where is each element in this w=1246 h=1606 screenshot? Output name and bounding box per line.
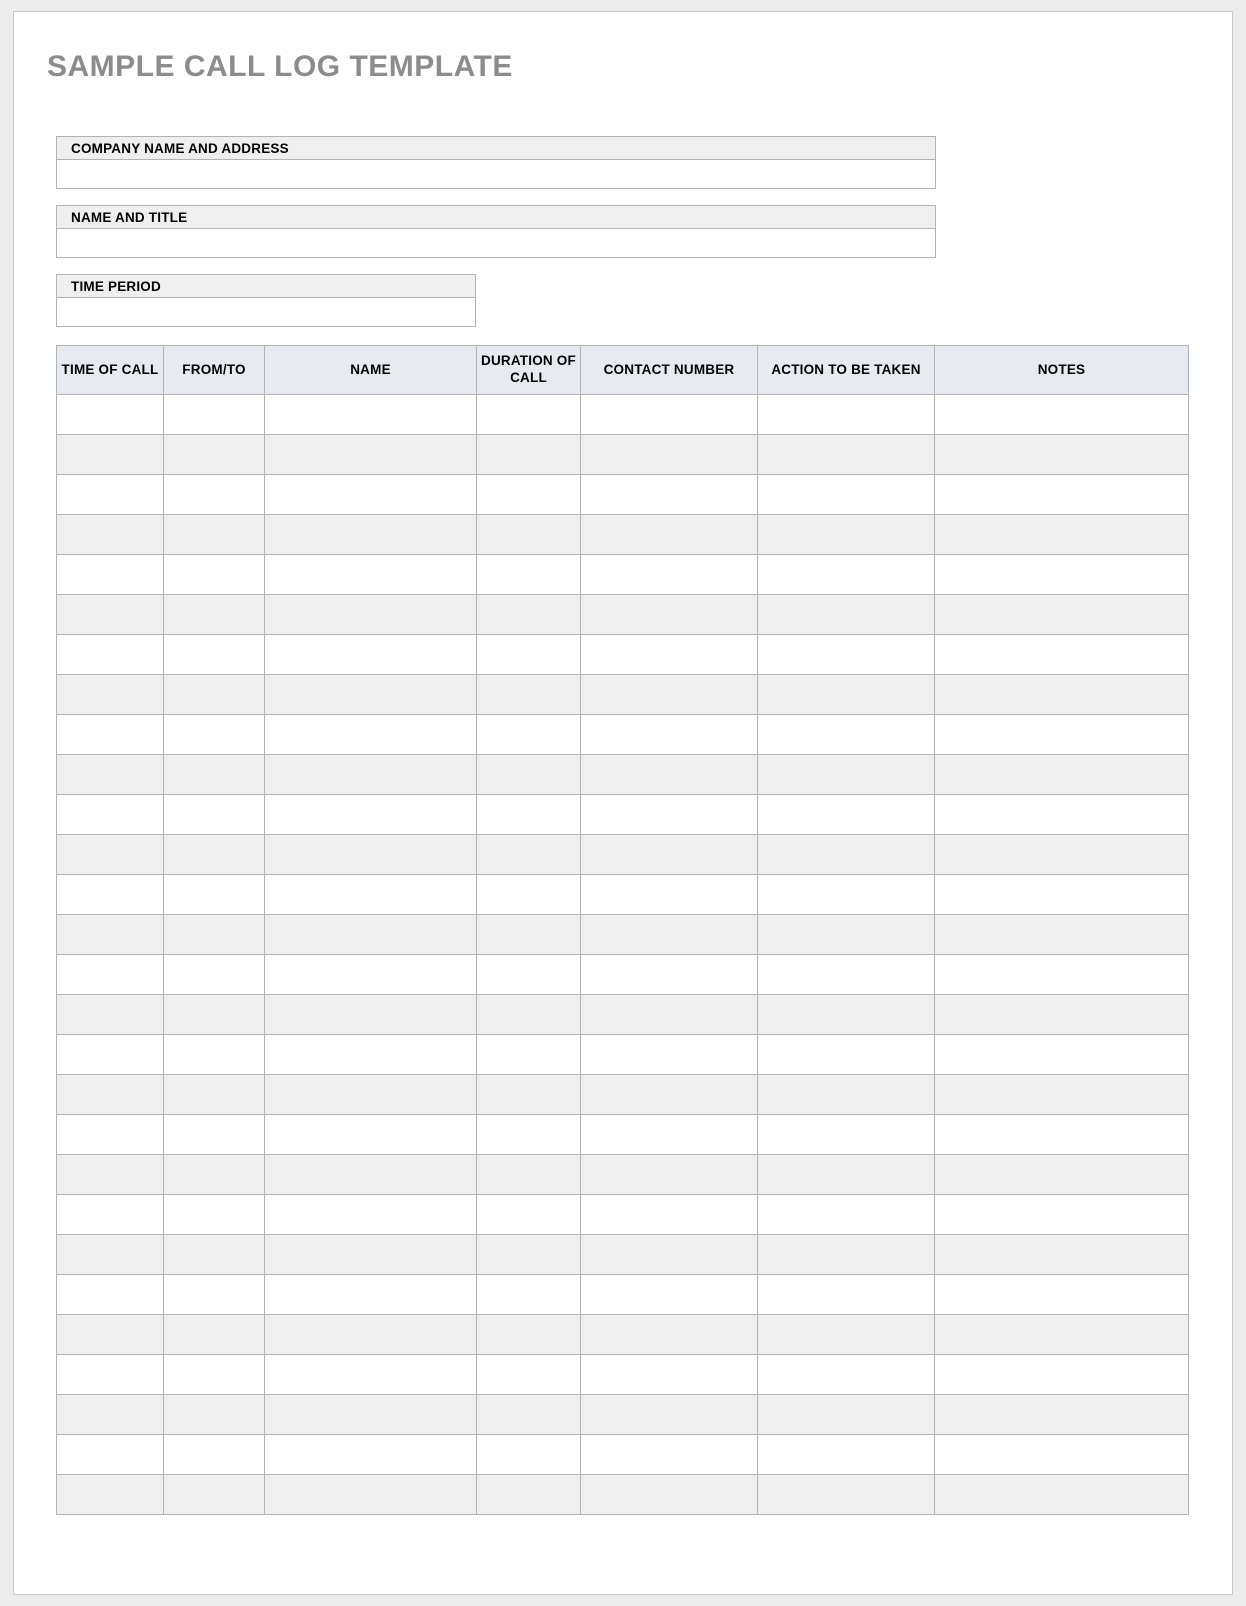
table-cell[interactable]: [477, 1235, 581, 1275]
table-row: [57, 515, 1189, 555]
table-cell[interactable]: [57, 675, 164, 715]
column-header-action-to-be-taken: ACTION TO BE TAKEN: [758, 346, 935, 395]
table-row: [57, 715, 1189, 755]
table-cell[interactable]: [57, 395, 164, 435]
table-cell[interactable]: [935, 555, 1189, 595]
table-cell[interactable]: [164, 875, 265, 915]
table-cell[interactable]: [935, 1035, 1189, 1075]
field-name-and-title: [56, 205, 936, 258]
table-cell[interactable]: [265, 1315, 477, 1355]
table-cell[interactable]: [477, 755, 581, 795]
table-cell[interactable]: [265, 1275, 477, 1315]
call-log-table: [56, 345, 1189, 1515]
table-cell[interactable]: [164, 955, 265, 995]
table-cell[interactable]: [477, 1195, 581, 1235]
table-cell[interactable]: [477, 1435, 581, 1475]
table-cell[interactable]: [935, 1355, 1189, 1395]
table-cell[interactable]: [581, 915, 758, 955]
table-cell[interactable]: [935, 435, 1189, 475]
table-cell[interactable]: [164, 715, 265, 755]
table-cell[interactable]: [935, 755, 1189, 795]
table-cell[interactable]: [935, 1115, 1189, 1155]
table-cell[interactable]: [935, 955, 1189, 995]
table-cell[interactable]: [477, 1275, 581, 1315]
table-cell[interactable]: [935, 1275, 1189, 1315]
table-row: [57, 955, 1189, 995]
table-cell[interactable]: [581, 1235, 758, 1275]
table-cell[interactable]: [935, 1435, 1189, 1475]
table-cell[interactable]: [935, 1195, 1189, 1235]
table-cell[interactable]: [164, 555, 265, 595]
table-cell[interactable]: [477, 395, 581, 435]
table-cell[interactable]: [758, 475, 935, 515]
table-row: [57, 995, 1189, 1035]
table-cell[interactable]: [581, 995, 758, 1035]
table-cell[interactable]: [57, 435, 164, 475]
table-row: [57, 1115, 1189, 1155]
table-cell[interactable]: [164, 395, 265, 435]
table-cell[interactable]: [581, 515, 758, 555]
table-cell[interactable]: [758, 1235, 935, 1275]
table-row: [57, 1035, 1189, 1075]
table-row: [57, 755, 1189, 795]
table-cell[interactable]: [758, 395, 935, 435]
table-cell[interactable]: [477, 795, 581, 835]
table-cell[interactable]: [265, 1035, 477, 1075]
column-header-contact-number: CONTACT NUMBER: [581, 346, 758, 395]
table-cell[interactable]: [581, 1395, 758, 1435]
table-cell[interactable]: [935, 875, 1189, 915]
table-cell[interactable]: [164, 835, 265, 875]
column-header-name: NAME: [265, 346, 477, 395]
table-cell[interactable]: [57, 1315, 164, 1355]
table-cell[interactable]: [581, 795, 758, 835]
table-cell[interactable]: [581, 1355, 758, 1395]
table-cell[interactable]: [477, 1035, 581, 1075]
table-cell[interactable]: [581, 635, 758, 675]
table-row: [57, 875, 1189, 915]
table-cell[interactable]: [477, 1355, 581, 1395]
table-cell[interactable]: [477, 715, 581, 755]
table-cell[interactable]: [265, 795, 477, 835]
table-cell[interactable]: [935, 675, 1189, 715]
table-cell[interactable]: [581, 1195, 758, 1235]
table-cell[interactable]: [477, 955, 581, 995]
column-header-duration-of-call: DURATION OF CALL: [477, 346, 581, 395]
table-cell[interactable]: [935, 595, 1189, 635]
table-cell[interactable]: [477, 1115, 581, 1155]
table-row: [57, 795, 1189, 835]
table-cell[interactable]: [57, 875, 164, 915]
table-cell[interactable]: [57, 1475, 164, 1515]
table-cell[interactable]: [935, 1475, 1189, 1515]
table-cell[interactable]: [164, 1075, 265, 1115]
table-cell[interactable]: [758, 1355, 935, 1395]
table-cell[interactable]: [935, 1395, 1189, 1435]
table-cell[interactable]: [477, 1315, 581, 1355]
table-cell[interactable]: [758, 515, 935, 555]
table-cell[interactable]: [935, 995, 1189, 1035]
table-row: [57, 555, 1189, 595]
table-cell[interactable]: [935, 835, 1189, 875]
table-cell[interactable]: [935, 1075, 1189, 1115]
table-cell[interactable]: [758, 835, 935, 875]
table-cell[interactable]: [265, 955, 477, 995]
table-cell[interactable]: [758, 715, 935, 755]
table-cell[interactable]: [265, 595, 477, 635]
table-cell[interactable]: [57, 555, 164, 595]
table-cell[interactable]: [164, 1235, 265, 1275]
field-company-name-and-address: [56, 136, 936, 189]
table-cell[interactable]: [164, 1355, 265, 1395]
table-cell[interactable]: [581, 595, 758, 635]
table-cell[interactable]: [164, 1475, 265, 1515]
table-row: [57, 1155, 1189, 1195]
table-cell[interactable]: [477, 1475, 581, 1515]
table-cell[interactable]: [265, 1195, 477, 1235]
table-row: [57, 1275, 1189, 1315]
table-cell[interactable]: [57, 1195, 164, 1235]
call-log-table-header: [57, 346, 1189, 395]
table-cell[interactable]: [164, 1195, 265, 1235]
table-cell[interactable]: [758, 1155, 935, 1195]
field-time-period-input[interactable]: [56, 298, 476, 327]
table-cell[interactable]: [758, 1075, 935, 1115]
table-cell[interactable]: [758, 795, 935, 835]
table-cell[interactable]: [57, 795, 164, 835]
table-cell[interactable]: [758, 435, 935, 475]
table-row: [57, 1475, 1189, 1515]
table-cell[interactable]: [265, 1395, 477, 1435]
column-header-notes: NOTES: [935, 346, 1189, 395]
table-cell[interactable]: [265, 1155, 477, 1195]
table-row: [57, 1315, 1189, 1355]
field-company-name-and-address-label: COMPANY NAME AND ADDRESS: [56, 136, 936, 160]
field-name-and-title-label: NAME AND TITLE: [56, 205, 936, 229]
page-title: SAMPLE CALL LOG TEMPLATE: [47, 50, 513, 83]
table-cell[interactable]: [265, 435, 477, 475]
table-cell[interactable]: [164, 1035, 265, 1075]
table-cell[interactable]: [164, 1155, 265, 1195]
table-cell[interactable]: [164, 1395, 265, 1435]
table-cell[interactable]: [581, 835, 758, 875]
table-cell[interactable]: [477, 995, 581, 1035]
table-cell[interactable]: [265, 1475, 477, 1515]
table-row: [57, 395, 1189, 435]
table-row: [57, 1195, 1189, 1235]
table-cell[interactable]: [477, 475, 581, 515]
table-cell[interactable]: [581, 1035, 758, 1075]
table-cell[interactable]: [935, 1315, 1189, 1355]
table-cell[interactable]: [57, 595, 164, 635]
table-cell[interactable]: [265, 395, 477, 435]
table-cell[interactable]: [935, 1155, 1189, 1195]
table-cell[interactable]: [265, 1435, 477, 1475]
table-cell[interactable]: [265, 755, 477, 795]
table-cell[interactable]: [935, 1235, 1189, 1275]
call-log-table-body: [57, 395, 1189, 1515]
table-row: [57, 435, 1189, 475]
table-row: [57, 635, 1189, 675]
table-cell[interactable]: [477, 915, 581, 955]
table-cell[interactable]: [581, 555, 758, 595]
field-time-period: [56, 274, 476, 327]
table-row: [57, 1355, 1189, 1395]
table-row: [57, 915, 1189, 955]
table-cell[interactable]: [164, 1435, 265, 1475]
table-cell[interactable]: [581, 1275, 758, 1315]
table-cell[interactable]: [581, 1115, 758, 1155]
table-row: [57, 595, 1189, 635]
table-cell[interactable]: [57, 835, 164, 875]
field-name-and-title-input[interactable]: [56, 229, 936, 258]
table-cell[interactable]: [164, 675, 265, 715]
column-header-from-to: FROM/TO: [164, 346, 265, 395]
table-cell[interactable]: [758, 555, 935, 595]
table-cell[interactable]: [935, 795, 1189, 835]
table-cell[interactable]: [581, 1075, 758, 1115]
table-cell[interactable]: [57, 1115, 164, 1155]
table-cell[interactable]: [57, 1435, 164, 1475]
table-cell[interactable]: [57, 955, 164, 995]
table-row: [57, 1075, 1189, 1115]
table-cell[interactable]: [477, 635, 581, 675]
table-cell[interactable]: [477, 515, 581, 555]
table-cell[interactable]: [581, 1155, 758, 1195]
table-cell[interactable]: [477, 595, 581, 635]
table-cell[interactable]: [935, 915, 1189, 955]
table-cell[interactable]: [265, 835, 477, 875]
table-cell[interactable]: [758, 995, 935, 1035]
table-cell[interactable]: [265, 915, 477, 955]
table-cell[interactable]: [477, 555, 581, 595]
table-cell[interactable]: [581, 435, 758, 475]
table-cell[interactable]: [164, 435, 265, 475]
table-cell[interactable]: [164, 915, 265, 955]
table-cell[interactable]: [581, 1315, 758, 1355]
table-cell[interactable]: [57, 755, 164, 795]
table-cell[interactable]: [265, 555, 477, 595]
table-cell[interactable]: [164, 755, 265, 795]
table-row: [57, 675, 1189, 715]
table-cell[interactable]: [265, 675, 477, 715]
table-cell[interactable]: [581, 715, 758, 755]
table-cell[interactable]: [164, 1115, 265, 1155]
table-cell[interactable]: [935, 715, 1189, 755]
table-cell[interactable]: [581, 955, 758, 995]
table-cell[interactable]: [164, 475, 265, 515]
table-cell[interactable]: [265, 515, 477, 555]
table-row: [57, 475, 1189, 515]
table-cell[interactable]: [265, 1075, 477, 1115]
table-cell[interactable]: [164, 635, 265, 675]
table-cell[interactable]: [758, 635, 935, 675]
table-cell[interactable]: [477, 835, 581, 875]
table-cell[interactable]: [265, 635, 477, 675]
table-cell[interactable]: [57, 1075, 164, 1115]
table-row: [57, 835, 1189, 875]
table-cell[interactable]: [57, 1355, 164, 1395]
table-cell[interactable]: [265, 715, 477, 755]
table-cell[interactable]: [477, 875, 581, 915]
table-cell[interactable]: [581, 395, 758, 435]
table-cell[interactable]: [265, 475, 477, 515]
table-cell[interactable]: [935, 475, 1189, 515]
table-cell[interactable]: [265, 995, 477, 1035]
table-cell[interactable]: [265, 1115, 477, 1155]
table-row: [57, 1395, 1189, 1435]
table-cell[interactable]: [265, 875, 477, 915]
table-cell[interactable]: [57, 475, 164, 515]
table-cell[interactable]: [164, 1275, 265, 1315]
table-cell[interactable]: [758, 595, 935, 635]
table-cell[interactable]: [57, 635, 164, 675]
table-cell[interactable]: [57, 515, 164, 555]
table-cell[interactable]: [477, 1395, 581, 1435]
table-row: [57, 1235, 1189, 1275]
table-cell[interactable]: [477, 435, 581, 475]
table-cell[interactable]: [164, 1315, 265, 1355]
table-cell[interactable]: [581, 475, 758, 515]
table-cell[interactable]: [57, 1155, 164, 1195]
document-page: [13, 11, 1233, 1595]
table-row: [57, 1435, 1189, 1475]
table-cell[interactable]: [581, 1475, 758, 1515]
table-cell[interactable]: [758, 1035, 935, 1075]
table-cell[interactable]: [935, 395, 1189, 435]
table-cell[interactable]: [758, 675, 935, 715]
field-time-period-label: TIME PERIOD: [56, 274, 476, 298]
table-cell[interactable]: [581, 675, 758, 715]
table-cell[interactable]: [265, 1235, 477, 1275]
table-cell[interactable]: [758, 755, 935, 795]
table-cell[interactable]: [581, 875, 758, 915]
table-cell[interactable]: [164, 515, 265, 555]
table-cell[interactable]: [935, 515, 1189, 555]
table-cell[interactable]: [477, 1075, 581, 1115]
table-cell[interactable]: [758, 1115, 935, 1155]
column-header-time-of-call: TIME OF CALL: [57, 346, 164, 395]
table-cell[interactable]: [57, 915, 164, 955]
table-header-row: [57, 346, 1189, 395]
field-company-name-and-address-input[interactable]: [56, 160, 936, 189]
table-cell[interactable]: [758, 1395, 935, 1435]
table-cell[interactable]: [265, 1355, 477, 1395]
table-cell[interactable]: [57, 1235, 164, 1275]
table-cell[interactable]: [758, 955, 935, 995]
table-cell[interactable]: [57, 715, 164, 755]
table-cell[interactable]: [57, 1035, 164, 1075]
table-cell[interactable]: [758, 1475, 935, 1515]
table-cell[interactable]: [935, 635, 1189, 675]
table-cell[interactable]: [477, 1155, 581, 1195]
table-cell[interactable]: [164, 795, 265, 835]
table-cell[interactable]: [581, 755, 758, 795]
table-cell[interactable]: [57, 995, 164, 1035]
table-cell[interactable]: [164, 595, 265, 635]
table-cell[interactable]: [758, 1315, 935, 1355]
table-cell[interactable]: [477, 675, 581, 715]
table-cell[interactable]: [758, 1435, 935, 1475]
table-cell[interactable]: [758, 1275, 935, 1315]
table-cell[interactable]: [581, 1435, 758, 1475]
table-cell[interactable]: [57, 1395, 164, 1435]
table-cell[interactable]: [164, 995, 265, 1035]
table-cell[interactable]: [758, 875, 935, 915]
table-cell[interactable]: [758, 1195, 935, 1235]
table-cell[interactable]: [57, 1275, 164, 1315]
table-cell[interactable]: [758, 915, 935, 955]
